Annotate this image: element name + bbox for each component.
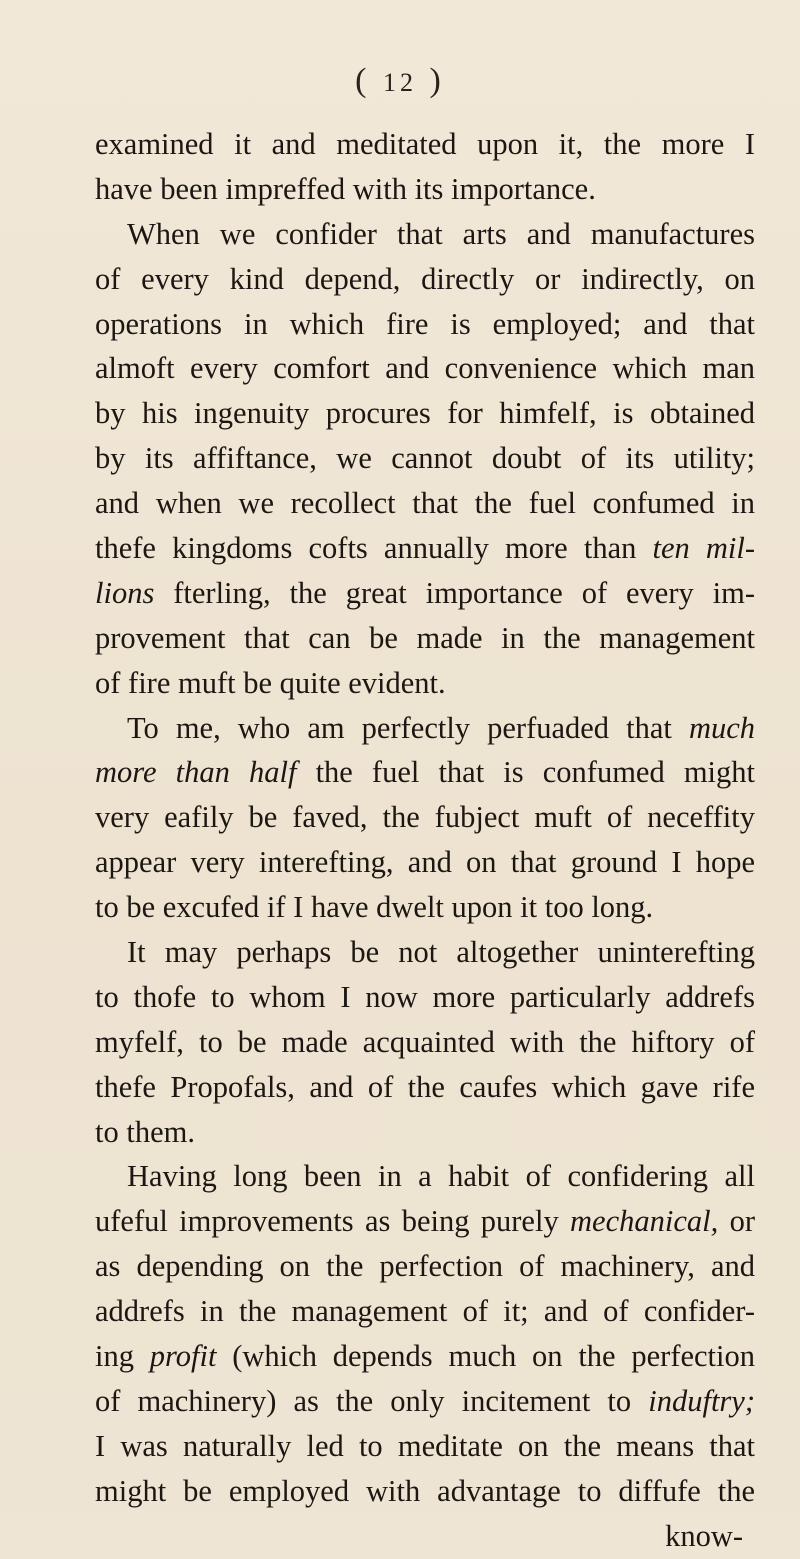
text-segment: ing (95, 1339, 134, 1374)
text-line: have been impreffed with its importance. (95, 171, 596, 206)
italic-text: ten mil- (652, 531, 755, 566)
text-segment: fterling, the great importance of every im- (173, 575, 755, 610)
text-segment: ufeful improvements as being purely (95, 1204, 559, 1239)
page-number (0, 62, 800, 100)
text-segment: To me, who am perfectly perfuaded that (127, 710, 672, 745)
text-line: might be employed with advantage to diffufe the (95, 1473, 755, 1508)
page-number-open-paren: ( (355, 62, 371, 99)
text-line (95, 1379, 755, 1424)
text-line: Having long been in a habit of confidering all (127, 1159, 755, 1194)
text-segment: (which depends much on the perfection (232, 1339, 755, 1374)
text-line: to thofe to whom I now more particularly addrefs (95, 979, 755, 1014)
page-number-value: 12 (383, 68, 417, 97)
italic-text: much (688, 710, 756, 745)
italic-text: profit (149, 1339, 217, 1374)
text-line: and when we recollect that the fuel confumed in (95, 486, 755, 521)
text-line: operations in which fire is employed; and that (95, 306, 755, 341)
text-line: to be excufed if I have dwelt upon it too long. (95, 890, 654, 925)
text-line (95, 706, 755, 751)
text-line: examined it and meditated upon it, the more I (95, 127, 755, 161)
text-line: thefe Propofals, and of the caufes which gave rife (95, 1069, 755, 1104)
text-line: myfelf, to be made acquainted with the hiftory of (95, 1024, 755, 1059)
text-line: provement that can be made in the management (95, 620, 755, 655)
text-line: by his ingenuity procures for himfelf, is obtained (95, 396, 755, 431)
italic-text: mechanical, (570, 1204, 719, 1239)
text-line: It may perhaps be not altogether uninterefting (127, 935, 755, 970)
text-line: appear very interefting, and on that ground I hope (95, 845, 755, 880)
text-line (95, 571, 755, 616)
text-segment: the fuel that is confumed might (315, 755, 755, 790)
catchword: know- (665, 1518, 743, 1553)
text-line: to them. (95, 1114, 195, 1149)
text-segment: of machinery) as the only incitement to (95, 1383, 632, 1418)
text-line: addrefs in the management of it; and of confider- (95, 1294, 755, 1329)
text-line: by its affiftance, we cannot doubt of its utility; (95, 441, 755, 476)
text-line: I was naturally led to meditate on the means that (95, 1428, 755, 1463)
text-segment: thefe kingdoms cofts annually more than (95, 531, 637, 566)
italic-text: more than half (95, 755, 297, 790)
text-line: almoft every comfort and convenience which man (95, 351, 755, 386)
italic-text: lions (95, 575, 155, 610)
text-line: of fire muft be quite evident. (95, 665, 446, 700)
text-line: of every kind depend, directly or indirectly, on (95, 261, 755, 296)
page-number-close-paren: ) (429, 62, 445, 99)
text-segment: or (729, 1204, 755, 1239)
text-line: very eafily be faved, the fubject muft of neceffity (95, 800, 755, 835)
body-text (95, 122, 755, 1559)
text-line: as depending on the perfection of machinery, and (95, 1249, 755, 1284)
text-line (95, 526, 755, 571)
text-line: When we confider that arts and manufactures (127, 216, 755, 251)
italic-text: induftry; (648, 1383, 755, 1418)
text-line (95, 750, 755, 795)
text-line (95, 1334, 755, 1379)
text-line (95, 1199, 755, 1244)
